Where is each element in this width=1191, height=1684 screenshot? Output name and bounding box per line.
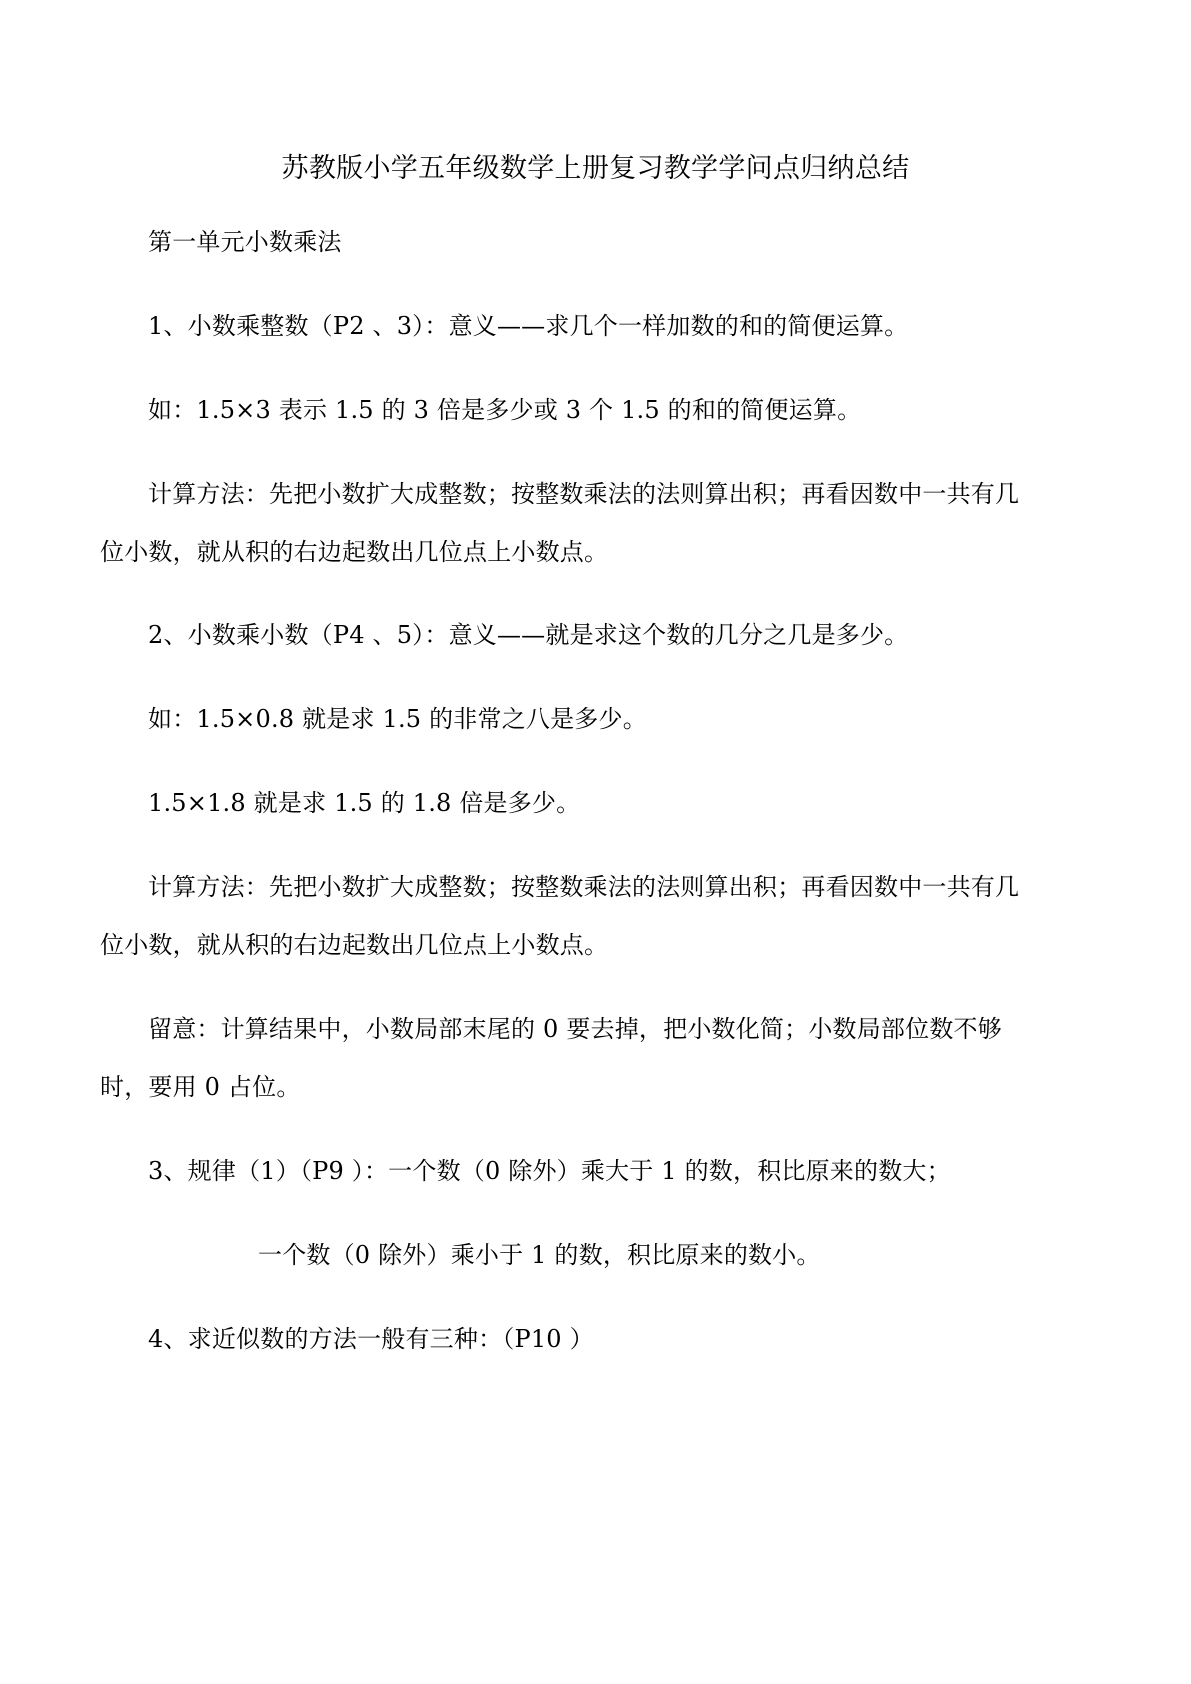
paragraph-line: 计算方法：先把小数扩大成整数；按整数乘法的法则算出积；再看因数中一共有几 (148, 480, 1020, 508)
paragraph-line: 位小数，就从积的右边起数出几位点上小数点。 (100, 538, 609, 566)
paragraph-line: 3、规律（1）（P9 ）：一个数（0 除外）乘大于 1 的数，积比原来的数大； (148, 1157, 951, 1185)
paragraph-line: 一个数（0 除外）乘小于 1 的数，积比原来的数小。 (258, 1241, 821, 1269)
paragraph-line: 如：1.5×3 表示 1.5 的 3 倍是多少或 3 个 1.5 的和的简便运算。 (148, 396, 862, 424)
section-heading: 第一单元小数乘法 (148, 228, 342, 256)
paragraph-line: 如：1.5×0.8 就是求 1.5 的非常之八是多少。 (148, 705, 647, 733)
paragraph-line: 1、小数乘整数（P2 、3）：意义——求几个一样加数的和的简便运算。 (148, 312, 909, 340)
paragraph-line: 2、小数乘小数（P4 、5）：意义——就是求这个数的几分之几是多少。 (148, 621, 909, 649)
document-title: 苏教版小学五年级数学上册复习教学学问点归纳总结 (281, 153, 910, 184)
paragraph-line: 留意：计算结果中，小数局部末尾的 0 要去掉，把小数化简；小数局部位数不够 (148, 1015, 1002, 1043)
paragraph-line: 计算方法：先把小数扩大成整数；按整数乘法的法则算出积；再看因数中一共有几 (148, 873, 1020, 901)
paragraph-line: 1.5×1.8 就是求 1.5 的 1.8 倍是多少。 (148, 789, 581, 817)
paragraph-line: 位小数，就从积的右边起数出几位点上小数点。 (100, 931, 609, 959)
paragraph-line: 4、求近似数的方法一般有三种：（P10 ） (148, 1325, 594, 1353)
paragraph-line: 时，要用 0 占位。 (100, 1073, 301, 1101)
